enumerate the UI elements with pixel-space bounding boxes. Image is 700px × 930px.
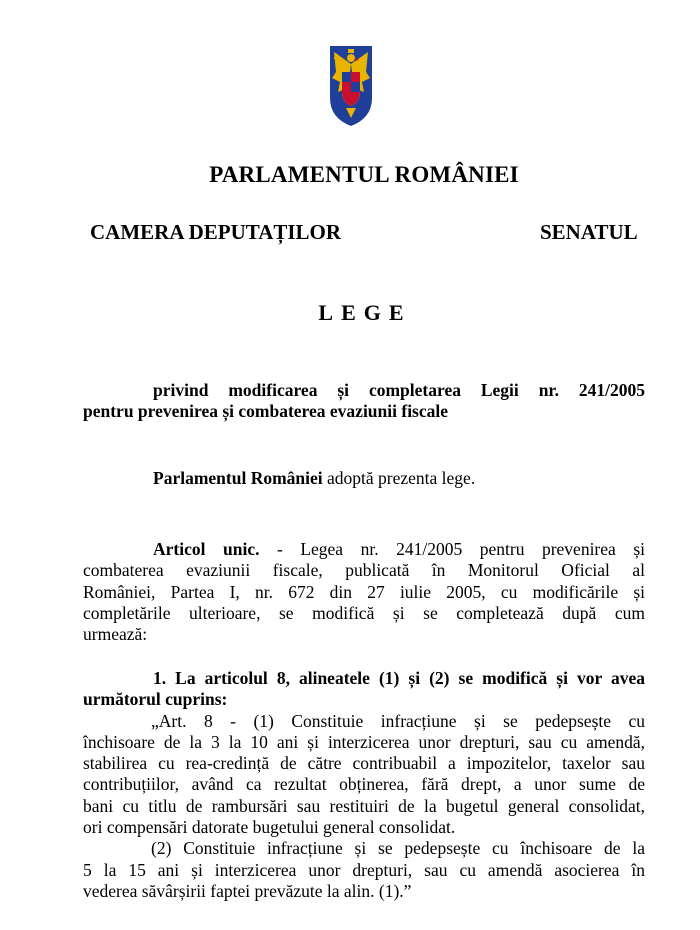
amendment-point-line-2: următorul cuprins:	[83, 689, 228, 710]
amendment-text-line: ori compensări datorate bugetului general consolidat.	[83, 817, 456, 838]
article-label: Articol unic.	[153, 539, 260, 559]
law-subject	[83, 380, 645, 423]
amendment-text-line: 5 la 15 ani și interzicerea unor drepturi, sau cu amendă asocierea în	[83, 859, 645, 880]
article-line-4: completările ulterioare, se modifică și se completează după cum	[83, 602, 645, 623]
subject-line-1: privind modificarea și completarea Legii nr. 241/2005	[153, 380, 645, 400]
amendment-text-line: (2) Constituie infracțiune și se pedepsește cu închisoare de la	[151, 838, 645, 859]
article-line-1	[83, 539, 645, 560]
amendment-text-line: bani cu titlu de rambursări sau restituiri de la bugetul general consolidat,	[83, 795, 645, 816]
adoption-rest: adoptă prezenta lege.	[322, 468, 476, 488]
amendment-text-line: închisoare de la 3 la 10 ani și interzicerea unor drepturi, sau cu amendă,	[83, 731, 645, 752]
amendment-text-line: stabilirea cu rea-credință de către contribuabil a impozitelor, taxelor sau	[83, 753, 645, 774]
chamber-deputies: CAMERA DEPUTAȚILOR	[90, 220, 342, 244]
article-line-5: urmează:	[83, 624, 148, 645]
article-line-3: României, Partea I, nr. 672 din 27 iulie 2005, cu modificările și	[83, 581, 645, 602]
article-line-1-rest: - Legea nr. 241/2005 pentru prevenirea și	[259, 539, 645, 559]
document-type: LEGE	[318, 300, 412, 325]
amendment-section	[83, 668, 645, 902]
article-line-2: combaterea evaziunii fiscale, publicată în Monitorul Oficial al	[83, 560, 645, 581]
amendment-text-line: vederea săvârșirii faptei prevăzute la alin. (1).”	[83, 880, 412, 901]
article-paragraph	[83, 539, 645, 645]
adoption-clause	[83, 468, 645, 489]
amendment-text-line: contribuțiilor, având ca rezultat obținerea, fără drept, a unor sume de	[83, 774, 645, 795]
chamber-senate: SENATUL	[540, 220, 638, 244]
amendment-text-line: „Art. 8 - (1) Constituie infracțiune și se pedepsește cu	[151, 710, 645, 731]
adoption-line	[83, 468, 645, 489]
adoption-bold: Parlamentul României	[153, 468, 323, 488]
amendment-point-line-1: 1. La articolul 8, alineatele (1) și (2) se modifică și vor avea	[153, 668, 645, 688]
institution-title: PARLAMENTUL ROMÂNIEI	[209, 162, 519, 187]
subject-line-2: pentru prevenirea și combaterea evaziunii fiscale	[83, 401, 449, 422]
romania-coat-of-arms-icon	[328, 42, 374, 128]
